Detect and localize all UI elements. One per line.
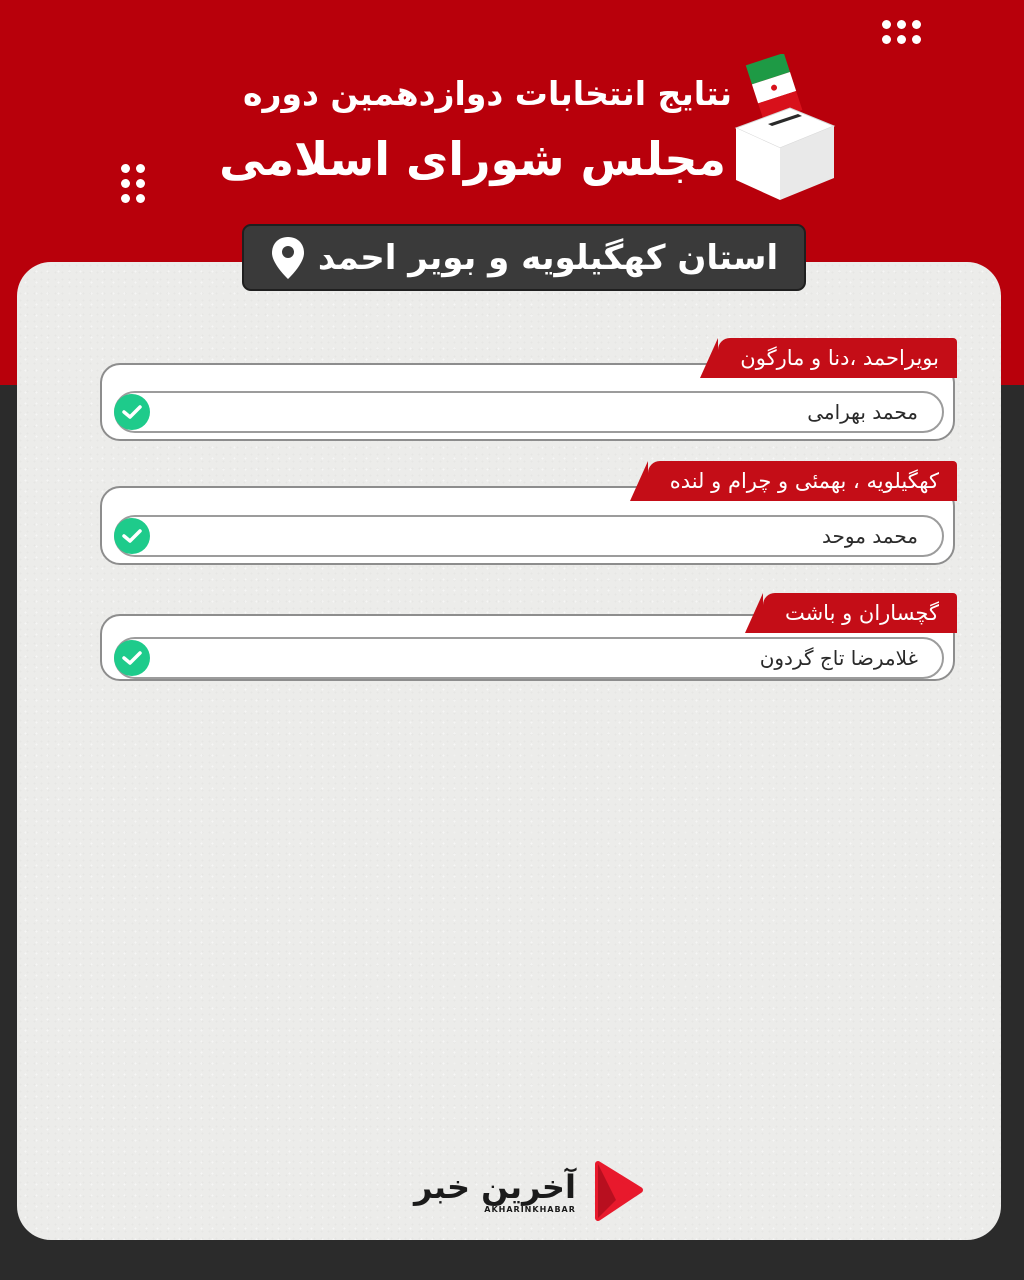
district-card xyxy=(100,593,955,682)
dots-grid-icon xyxy=(882,20,921,44)
province-name: استان کهگیلویه و بویر احمد xyxy=(317,237,779,278)
logo-latin: AKHARINKHABAR xyxy=(484,1204,576,1214)
province-banner xyxy=(242,224,806,291)
winner-row xyxy=(114,637,944,679)
logo-wordmark xyxy=(414,1169,576,1214)
page-title-line2: مجلس شورای اسلامی xyxy=(219,132,726,186)
brand-logo xyxy=(414,1158,644,1224)
district-card xyxy=(100,338,955,442)
logo-play-icon xyxy=(586,1160,644,1222)
district-label: بویراحمد ،دنا و مارگون xyxy=(718,338,957,378)
winner-name: محمد بهرامی xyxy=(807,400,918,424)
district-label: کهگیلویه ، بهمئی و چرام و لنده xyxy=(648,461,957,501)
winner-row xyxy=(114,391,944,433)
district-label: گچساران و باشت xyxy=(763,593,957,633)
ballot-box-icon xyxy=(728,54,840,202)
district-card xyxy=(100,461,955,565)
location-pin-icon xyxy=(270,235,306,281)
winner-name: غلامرضا تاج گردون xyxy=(759,646,918,670)
winner-row xyxy=(114,515,944,557)
winner-name: محمد موحد xyxy=(822,524,918,548)
check-icon xyxy=(114,640,150,676)
page-title-line1: نتایج انتخابات دوازدهمین دوره xyxy=(243,74,732,113)
check-icon xyxy=(114,518,150,554)
dots-grid-icon xyxy=(121,164,145,203)
logo-persian: آخرین خبر xyxy=(414,1167,576,1206)
check-icon xyxy=(114,394,150,430)
